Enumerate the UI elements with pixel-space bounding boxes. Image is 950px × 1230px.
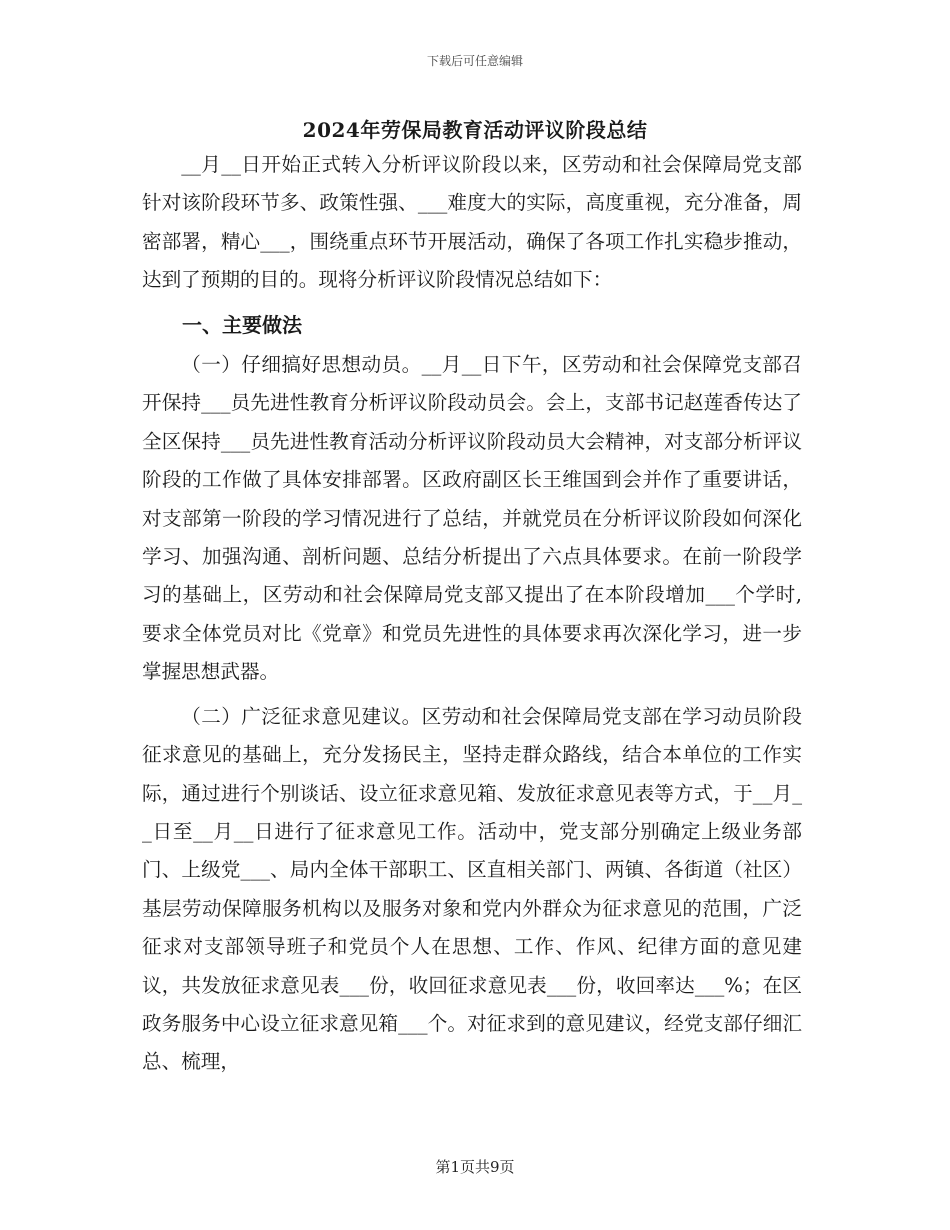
document-title: 2024年劳保局教育活动评议阶段总结 [302,118,648,142]
intro-paragraph: __月__日开始正式转入分析评议阶段以来，区劳动和社会保障局党支部针对该阶段环节多、政策性强、___难度大的实际，高度重视，充分准备，周密部署，精心___，围绕重点环节开展活动，确保了各项工作扎实稳步推动，达到了预期的目的。现将分析评议阶段情况总结如下： [142,153,802,292]
paragraph-solicit-opinions: （二）广泛征求意见建议。区劳动和社会保障局党支部在学习动员阶段征求意见的基础上，充分发扬民主，坚持走群众路线，结合本单位的工作实际，通过进行个别谈话、设立征求意见箱、发放征求意见表等方式，于__月__日至__月__日进行了征求意见工作。活动中，党支部分别确定上级业务部门、上级党___、局内全体干部职工、区直相关部门、两镇、各街道（社区）基层劳动保障服务机构以及服务对象和党内外群众为征求意见的范围，广泛征求对支部领导班子和党员个人在思想、工作、作风、纪律方面的意见建议，共发放征求意见表___份，收回征求意见表___份，收回率达___%；在区政务服务中心设立征求意见箱___个。对征求到的意见建议，经党支部仔细汇总、梳理， [142,704,802,1074]
section-heading-main-practices: 一、主要做法 [182,312,302,337]
page-header-note: 下载后可任意编辑 [426,54,523,68]
paragraph-thought-mobilization: （一）仔细搞好思想动员。__月__日下午，区劳动和社会保障党支部召开保持___员先进性教育分析评议阶段动员会。会上，支部书记赵莲香传达了全区保持___员先进性教育活动分析评议阶段动员大会精神，对支部分析评议阶段的工作做了具体安排部署。区政府副区长王维国到会并作了重要讲话，对支部第一阶段的学习情况进行了总结，并就党员在分析评议阶段如何深化学习、加强沟通、剖析问题、总结分析提出了六点具体要求。在前一阶段学习的基础上，区劳动和社会保障局党支部又提出了在本阶段增加___个学时,要求全体党员对比《党章》和党员先进性的具体要求再次深化学习，进一步掌握思想武器。 [142,353,802,684]
document-body [142,146,802,1088]
page-number-footer: 第1页共9页 [435,1158,515,1176]
